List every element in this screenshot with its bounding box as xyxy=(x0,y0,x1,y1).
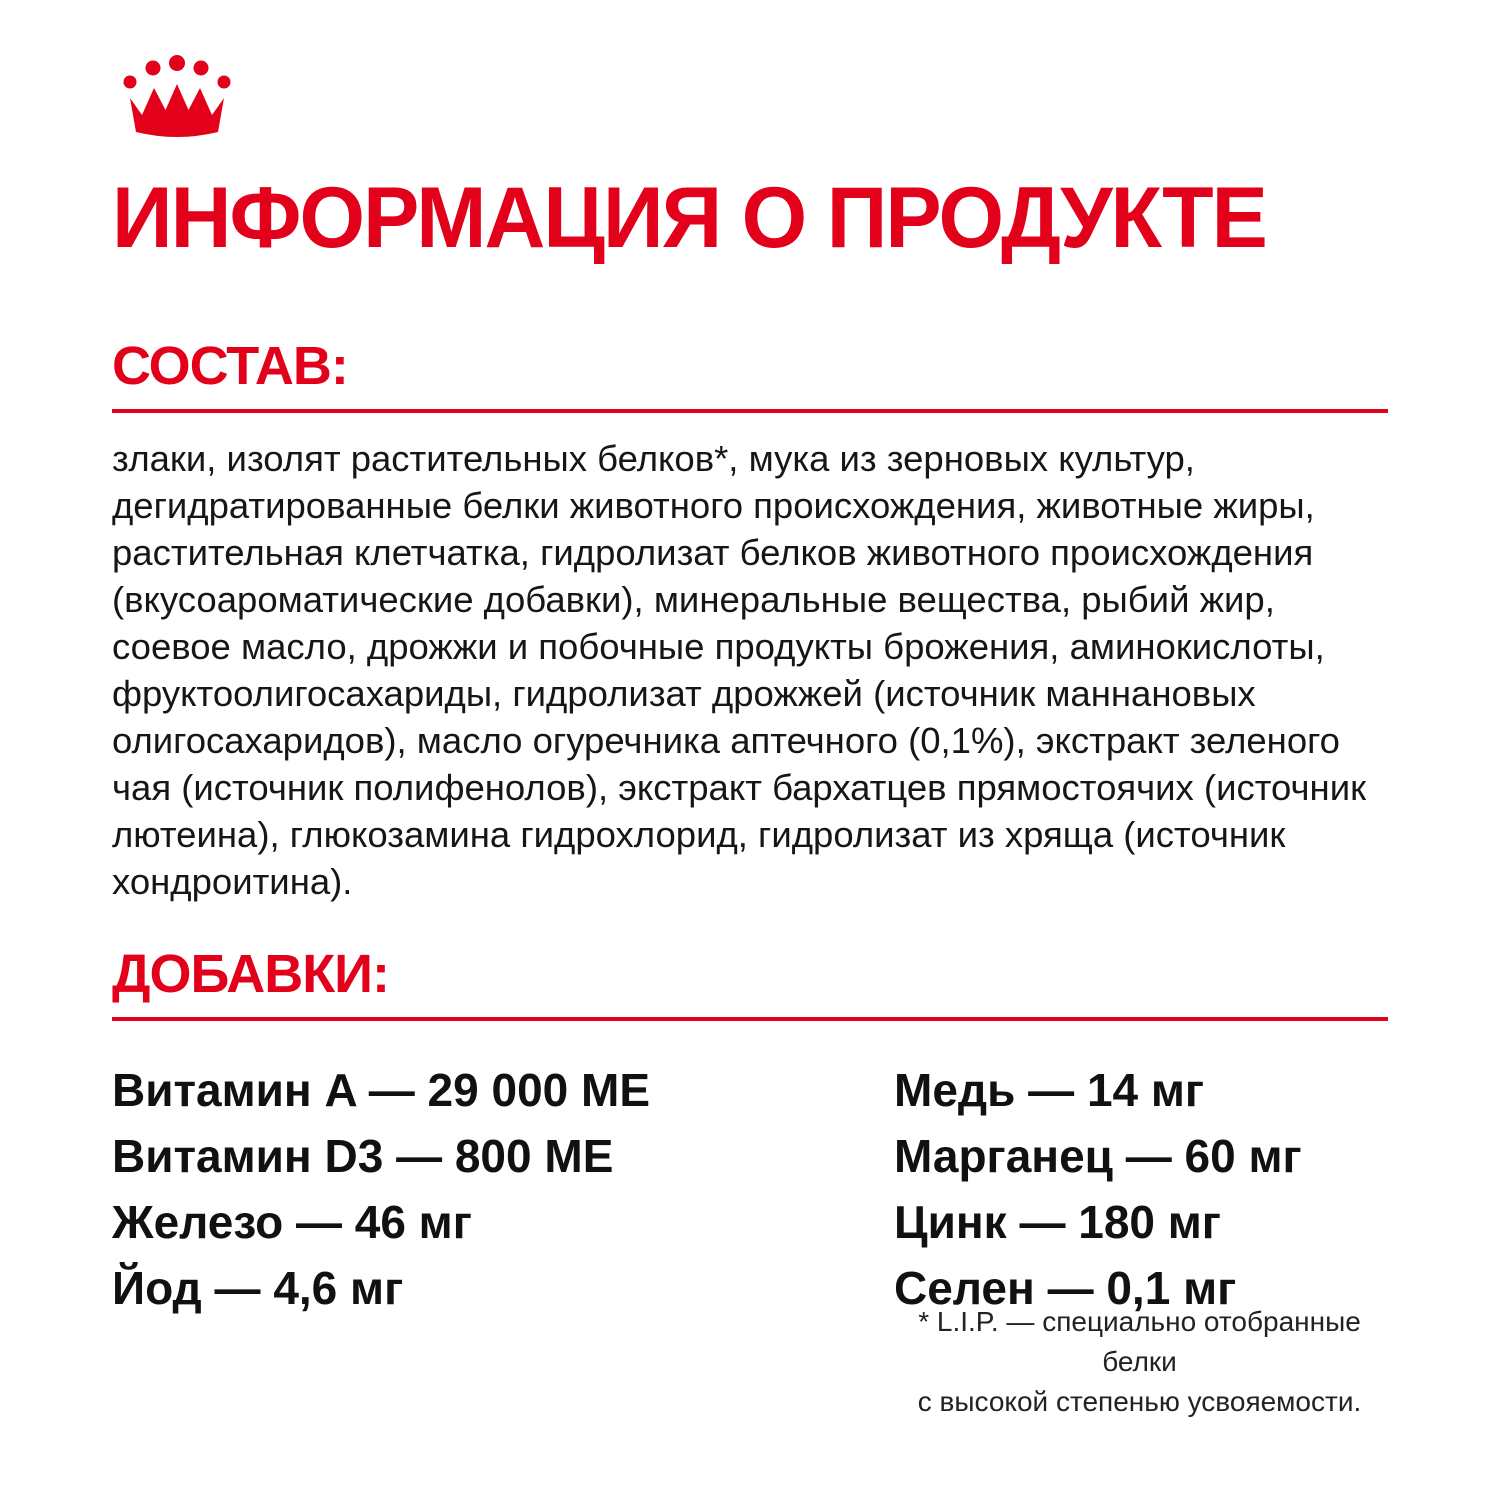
page-title: ИНФОРМАЦИЯ О ПРОДУКТЕ xyxy=(112,170,1266,266)
additive-vitamin-a: Витамин A — 29 000 МЕ xyxy=(112,1064,651,1116)
additive-copper: Медь — 14 мг xyxy=(894,1064,1205,1116)
additive-iron: Железо — 46 мг xyxy=(112,1196,472,1248)
lip-footnote-line-2: с высокой степенью усвояемости. xyxy=(917,1386,1362,1417)
composition-heading: СОСТАВ: xyxy=(112,336,348,396)
additives-list xyxy=(112,1057,1388,1321)
composition-text: злаки, изолят растительных белков*, мука из зерновых культур, дегидратированные белки животного происхождения, животные жиры, растительная клетчатка, гидролизат белков животного происхождения (вкусоароматические добавки), минеральные вещества, рыбий жир, соевое масло, дрожжи и побочные продукты брожения, аминокислоты, фруктоолигосахариды, гидролизат дрожжей (источник маннановых олигосахаридов), масло огуречника аптечного (0,1%), экстракт зеленого чая (источник полифенолов), экстракт бархатцев прямостоячих (источник лютеина), глюкозамина гидрохлорид, гидролизат из хряща (источник хондроитина). xyxy=(112,438,1367,902)
additive-iodine: Йод — 4,6 мг xyxy=(112,1262,404,1314)
royal-canin-crown-logo xyxy=(114,52,240,144)
additive-vitamin-d3: Витамин D3 — 800 МЕ xyxy=(112,1130,614,1182)
additives-column-right xyxy=(894,1057,1388,1321)
additives-heading: ДОБАВКИ: xyxy=(112,944,389,1004)
additive-zinc: Цинк — 180 мг xyxy=(894,1196,1221,1248)
additive-selenium: Селен — 0,1 мг xyxy=(894,1262,1237,1314)
lip-footnote xyxy=(887,1302,1392,1422)
lip-footnote-line-1: * L.I.P. — специально отобранные белки xyxy=(918,1306,1361,1377)
additive-manganese: Марганец — 60 мг xyxy=(894,1130,1302,1182)
additives-column-left xyxy=(112,1057,894,1321)
composition-divider xyxy=(112,409,1388,413)
additives-divider xyxy=(112,1017,1388,1021)
